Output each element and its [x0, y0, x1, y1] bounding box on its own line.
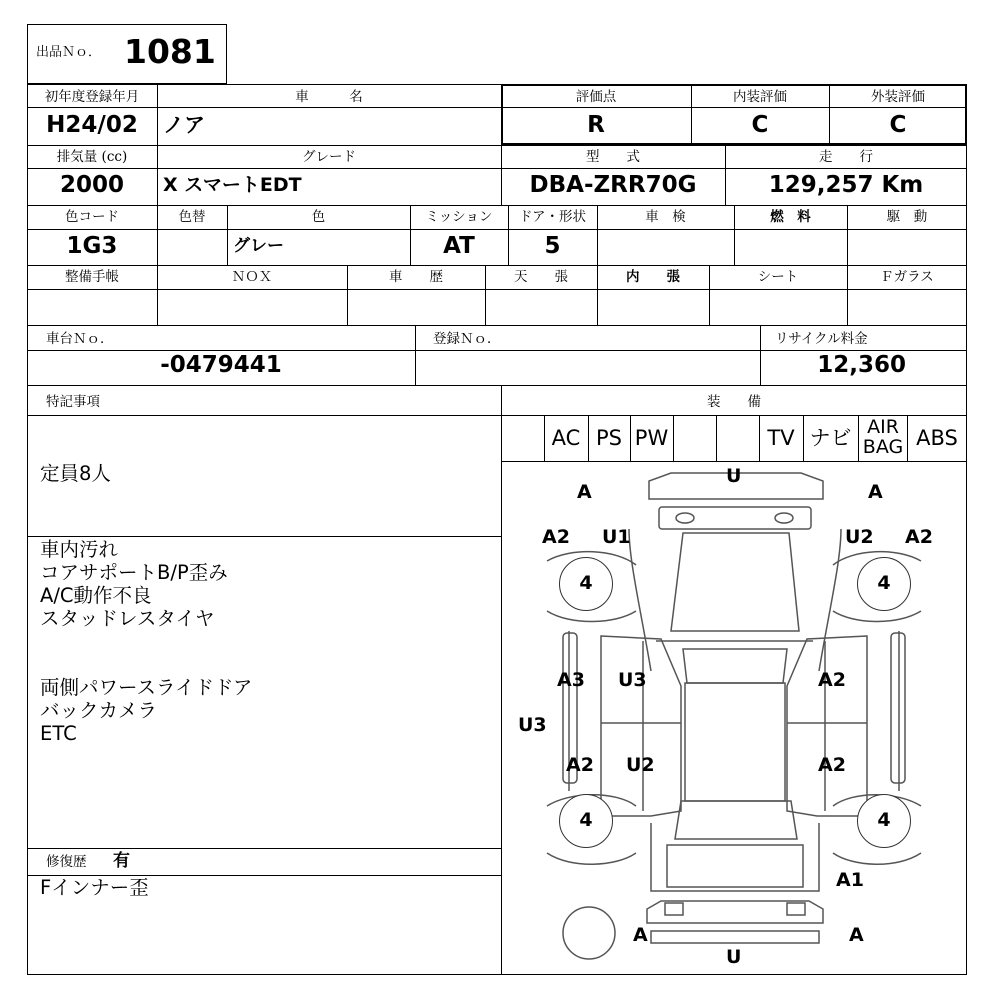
- tire-front-right: 4: [857, 557, 911, 611]
- equipment-item-navi: ナビ: [809, 426, 852, 450]
- damage-mark: A: [849, 924, 864, 946]
- damage-mark: U: [726, 465, 742, 487]
- fuel-label: 燃 料: [770, 209, 811, 225]
- repair-history-label: 修復歴: [46, 854, 87, 870]
- lot-number-label: 出品Ｎｏ．: [36, 45, 102, 60]
- damage-mark: A2: [566, 754, 594, 776]
- damage-mark: A2: [905, 526, 933, 548]
- repair-note-line: Fインナー歪: [40, 876, 149, 899]
- damage-mark: U2: [626, 754, 655, 776]
- nox-label: ＮＯＸ: [231, 269, 273, 285]
- drive-label: 駆 動: [886, 209, 928, 225]
- front-glass-label: Ｆガラス: [880, 269, 934, 285]
- damage-mark: U2: [845, 526, 874, 548]
- tire-rear-right: 4: [857, 794, 911, 848]
- damage-mark: U3: [618, 669, 647, 691]
- damage-mark: A1: [836, 869, 864, 891]
- exterior-grade-label: 外装評価: [871, 89, 925, 105]
- note-line: 車内汚れ: [40, 538, 119, 561]
- car-name-value: ノア: [163, 113, 205, 137]
- interior-grade-label: 内装評価: [733, 89, 787, 105]
- color-code-label: 色コード: [65, 209, 119, 225]
- damage-mark: U1: [602, 526, 631, 548]
- tire-rear-left: 4: [559, 794, 613, 848]
- score-value: R: [587, 112, 605, 138]
- chassis-label: 車台Ｎｏ．: [46, 331, 114, 347]
- lot-number-value: 1081: [124, 32, 216, 71]
- model-value: DBA-ZRR70G: [529, 172, 697, 198]
- displacement-label: 排気量 (cc): [56, 149, 128, 165]
- equipment-item-ps: PS: [596, 426, 622, 450]
- history-label: 車 歴: [389, 269, 443, 285]
- note-line: A/C動作不良: [40, 584, 152, 607]
- equipment-item-pw: PW: [634, 426, 669, 450]
- mileage-label: 走 行: [819, 149, 873, 165]
- exterior-grade-value: C: [889, 112, 907, 138]
- doors-label: ドア・形状: [518, 209, 587, 225]
- grade-label: グレード: [302, 149, 356, 165]
- registration-label: 登録Ｎｏ．: [433, 331, 501, 347]
- repaint-label: 色替: [178, 209, 206, 225]
- grade-value: X スマートEDT: [163, 174, 302, 196]
- maintenance-label: 整備手帳: [65, 269, 119, 285]
- chassis-value: -0479441: [160, 352, 282, 378]
- equipment-item-ac: AC: [551, 426, 581, 450]
- tire-front-left: 4: [559, 557, 613, 611]
- damage-mark: A: [577, 481, 592, 503]
- mission-label: ミッション: [425, 209, 493, 225]
- first-registration-value: H24/02: [46, 112, 138, 138]
- inspection-label: 車 検: [645, 209, 686, 225]
- repair-history-value: 有: [113, 851, 130, 871]
- note-line: コアサポートB/P歪み: [40, 561, 228, 584]
- roof-label: 天 張: [514, 269, 568, 285]
- recycle-fee-value: 12,360: [817, 352, 906, 378]
- recycle-fee-label: リサイクル料金: [775, 331, 868, 347]
- seat-label: シート: [757, 269, 799, 285]
- model-label: 型 式: [586, 149, 640, 165]
- score-label: 評価点: [575, 89, 617, 105]
- damage-mark: A2: [818, 754, 846, 776]
- equipment-item-abs: ABS: [916, 426, 958, 450]
- color-code-value: 1G3: [66, 233, 118, 259]
- damage-mark: A: [868, 481, 883, 503]
- mileage-value: 129,257 Km: [768, 172, 924, 198]
- damage-mark: U3: [518, 714, 547, 736]
- color-value: グレー: [233, 236, 284, 256]
- first-registration-label: 初年度登録年月: [44, 89, 140, 105]
- note-line: スタッドレスタイヤ: [40, 607, 215, 630]
- equipment-section-label: 装 備: [707, 394, 761, 410]
- equipment-item-tv: TV: [767, 426, 795, 450]
- note-line: 両側パワースライドドア: [40, 676, 253, 699]
- notes-section-label: 特記事項: [46, 394, 100, 410]
- damage-mark: A2: [542, 526, 570, 548]
- note-line: バックカメラ: [40, 699, 158, 722]
- interior-grade-value: C: [751, 112, 769, 138]
- displacement-value: 2000: [59, 172, 124, 198]
- inner-lining-label: 内 張: [626, 269, 680, 285]
- equipment-item-airbag: AIR BAG: [862, 416, 904, 458]
- note-line: ETC: [40, 722, 77, 745]
- car-name-label: 車 名: [295, 89, 363, 105]
- damage-mark: U: [726, 946, 742, 968]
- damage-mark: A2: [818, 669, 846, 691]
- car-damage-diagram: [501, 461, 967, 975]
- notes-top-line: 定員8人: [40, 462, 111, 485]
- damage-mark: A3: [557, 669, 585, 691]
- doors-value: 5: [544, 233, 561, 259]
- mission-value: AT: [443, 233, 475, 259]
- damage-mark: A: [633, 924, 648, 946]
- color-label: 色: [311, 209, 326, 225]
